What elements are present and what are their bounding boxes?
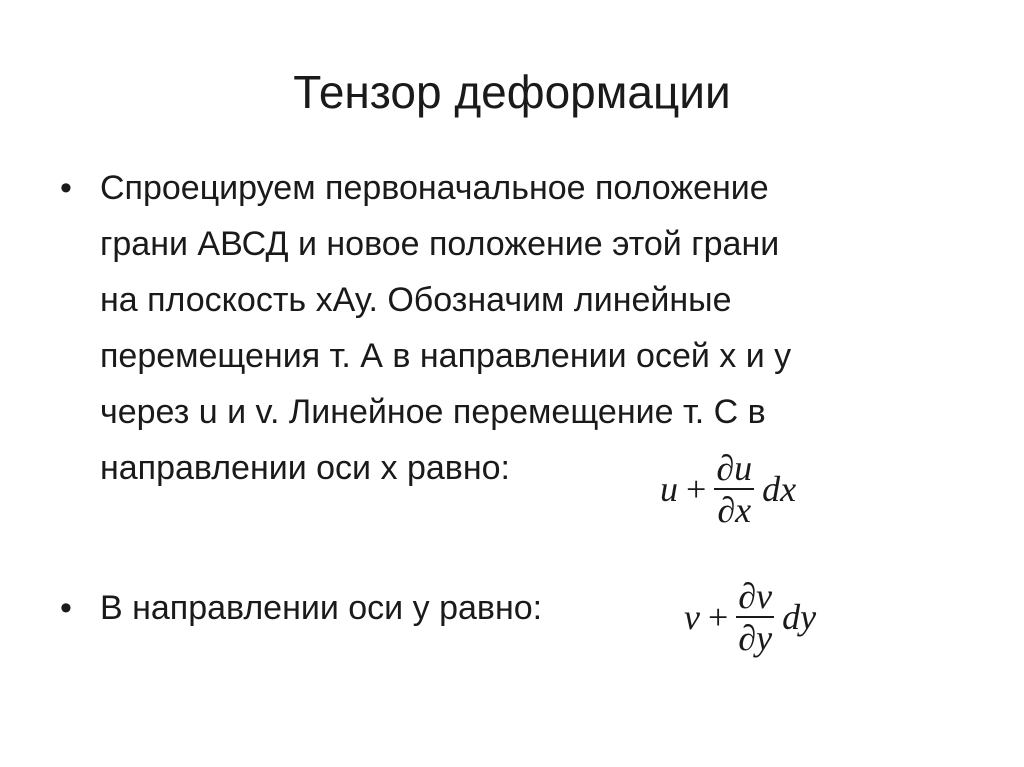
text-line: направлении оси х равно: (100, 449, 510, 487)
text-line: на плоскость хАу. Обозначим линейные (100, 281, 732, 319)
text-line: Спроецируем первоначальное положение (100, 169, 769, 207)
formula-operator: + (686, 469, 707, 509)
text-line: через u и v. Линейное перемещение т. С в (100, 393, 766, 431)
formula-x-displacement (656, 448, 800, 530)
text-line: В направлении оси у равно: (100, 589, 543, 627)
formula-differential: dx (762, 469, 797, 509)
formula-fraction (714, 448, 754, 530)
bullet-text (100, 160, 1000, 496)
text-line: перемещения т. А в направлении осей х и у (100, 337, 792, 375)
formula-lead: v (684, 597, 700, 637)
formula-y-displacement (680, 576, 820, 658)
fraction-numerator: ∂v (738, 576, 773, 616)
formula-differential: dy (782, 597, 817, 637)
bullet-icon: • (60, 169, 72, 207)
slide-title: Тензор деформации (293, 66, 731, 118)
fraction-denominator: ∂x (717, 490, 752, 530)
formula-operator: + (707, 597, 729, 637)
text-line: грани АВСД и новое положение этой грани (100, 225, 780, 263)
fraction-numerator: ∂u (716, 448, 753, 488)
formula-fraction (736, 576, 774, 658)
bullet-text (100, 580, 1000, 636)
bullet-icon: • (60, 589, 72, 627)
fraction-denominator: ∂y (738, 618, 773, 658)
formula-lead: u (660, 469, 678, 509)
